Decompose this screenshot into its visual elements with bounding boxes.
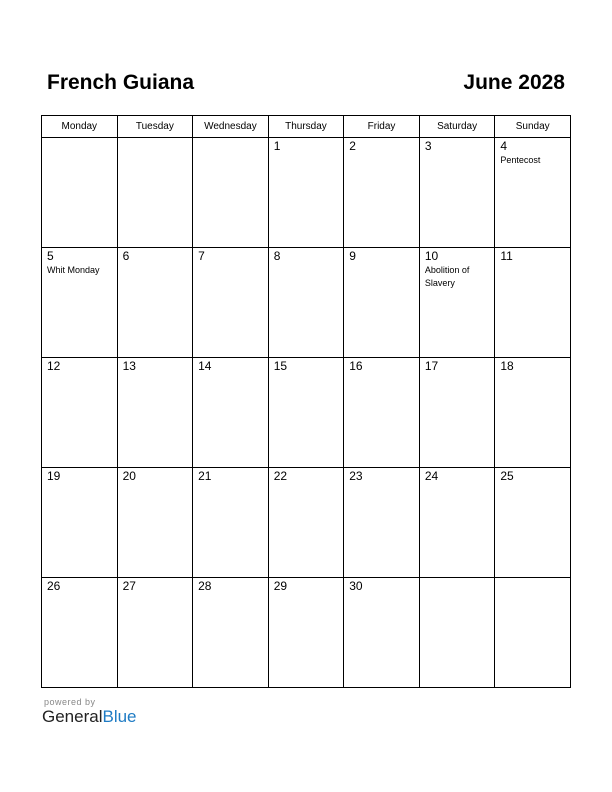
- day-number: 14: [198, 359, 212, 373]
- day-cell: [268, 138, 344, 248]
- holiday-label: [193, 593, 268, 594]
- holiday-label: [344, 153, 419, 154]
- day-number: 20: [122, 469, 136, 483]
- day-cell: [42, 358, 118, 468]
- holiday-label: [193, 263, 268, 264]
- day-number: 22: [273, 469, 288, 483]
- holiday-label: [118, 483, 193, 484]
- day-cell: [117, 468, 193, 578]
- holiday-label: [42, 483, 117, 484]
- day-cell: [344, 468, 420, 578]
- day-cell: [268, 358, 344, 468]
- day-cell: [268, 248, 344, 358]
- holiday-label: [495, 373, 570, 374]
- day-cell: [495, 578, 571, 688]
- holiday-label: [42, 593, 117, 594]
- calendar-month-title: June 2028: [463, 71, 565, 94]
- holiday-label: [42, 140, 117, 141]
- holiday-label: Pentecost: [500, 155, 541, 165]
- holiday-label: [344, 593, 419, 594]
- holiday-label: [269, 483, 344, 484]
- day-number: 30: [349, 579, 363, 593]
- day-cell: [268, 468, 344, 578]
- holiday-label: [344, 483, 419, 484]
- day-number: 17: [424, 359, 439, 373]
- weekday-header: Friday: [344, 116, 420, 138]
- day-cell: [117, 358, 193, 468]
- holiday-label: [269, 373, 344, 374]
- day-number: 23: [349, 469, 363, 483]
- week-row: [42, 578, 571, 688]
- day-cell: [419, 578, 495, 688]
- holiday-label: [193, 483, 268, 484]
- day-number: 28: [198, 579, 212, 593]
- holiday-label: [344, 263, 419, 264]
- weekday-header: Tuesday: [117, 116, 193, 138]
- holiday-label: [420, 580, 495, 581]
- day-number: 2: [349, 139, 356, 153]
- day-number: 5: [47, 249, 54, 263]
- day-cell: [495, 248, 571, 358]
- day-cell: [344, 358, 420, 468]
- holiday-label: [193, 373, 268, 374]
- holiday-label: [269, 263, 344, 264]
- day-cell: [193, 248, 269, 358]
- day-number: 21: [198, 469, 212, 483]
- day-cell: [42, 578, 118, 688]
- holiday-label: [118, 140, 193, 141]
- weekday-header: Saturday: [419, 116, 495, 138]
- day-number: 7: [198, 249, 205, 263]
- day-number: 19: [47, 469, 61, 483]
- day-cell: [495, 358, 571, 468]
- powered-by-label: powered by: [44, 697, 96, 707]
- day-cell: [268, 578, 344, 688]
- day-cell: [117, 578, 193, 688]
- holiday-label: [420, 153, 495, 154]
- day-number: 4: [500, 139, 508, 153]
- weekday-header: Monday: [42, 116, 118, 138]
- holiday-label: [344, 373, 419, 374]
- day-cell: [419, 358, 495, 468]
- day-cell: [419, 468, 495, 578]
- brand-blue-text: Blue: [102, 707, 137, 726]
- week-row: [42, 468, 571, 578]
- day-cell: [495, 468, 571, 578]
- day-cell: [42, 468, 118, 578]
- day-number: 3: [424, 139, 432, 153]
- day-cell: [193, 578, 269, 688]
- day-cell: [117, 248, 193, 358]
- day-number: 6: [122, 249, 130, 263]
- holiday-label: [42, 373, 117, 374]
- day-cell: [495, 138, 571, 248]
- day-cell: [344, 138, 420, 248]
- day-number: 27: [122, 579, 136, 593]
- holiday-label: Whit Monday: [47, 265, 100, 275]
- weekday-header: Thursday: [268, 116, 344, 138]
- day-cell: [419, 248, 495, 358]
- day-number: 15: [273, 359, 288, 373]
- brand-general-text: General: [42, 707, 103, 726]
- holiday-label: [420, 373, 495, 374]
- holiday-label: [193, 140, 268, 141]
- day-number: 12: [47, 359, 61, 373]
- holiday-label: [269, 593, 344, 594]
- day-cell: [344, 578, 420, 688]
- day-number: 29: [273, 579, 288, 593]
- day-number: 26: [47, 579, 61, 593]
- day-number: 13: [122, 359, 136, 373]
- holiday-label: Abolition of Slavery: [424, 265, 470, 288]
- holiday-label: [495, 483, 570, 484]
- day-cell: [193, 358, 269, 468]
- calendar-grid: [41, 115, 571, 688]
- day-cell: [419, 138, 495, 248]
- week-row: [42, 138, 571, 248]
- day-cell: [42, 248, 118, 358]
- weekday-header: Wednesday: [193, 116, 269, 138]
- day-cell: [344, 248, 420, 358]
- week-row: [42, 248, 571, 358]
- day-number: 25: [500, 469, 514, 483]
- day-number: 1: [273, 139, 281, 153]
- day-number: 16: [349, 359, 363, 373]
- day-number: 8: [273, 249, 281, 263]
- holiday-label: [118, 373, 193, 374]
- day-cell: [117, 138, 193, 248]
- day-number: 10: [424, 249, 439, 263]
- holiday-label: [118, 263, 193, 264]
- day-number: 9: [349, 249, 356, 263]
- day-number: 11: [500, 249, 513, 263]
- day-number: 18: [500, 359, 514, 373]
- weekday-header: Sunday: [495, 116, 571, 138]
- holiday-label: [269, 153, 344, 154]
- day-number: 24: [424, 469, 439, 483]
- generalblue-logo: [42, 707, 137, 727]
- holiday-label: [420, 483, 495, 484]
- holiday-label: [118, 593, 193, 594]
- weekday-header-row: [42, 116, 571, 138]
- day-cell: [193, 468, 269, 578]
- holiday-label: [495, 263, 570, 264]
- week-row: [42, 358, 571, 468]
- day-cell: [193, 138, 269, 248]
- holiday-label: [495, 580, 570, 581]
- day-cell: [42, 138, 118, 248]
- calendar-country-title: French Guiana: [47, 71, 195, 94]
